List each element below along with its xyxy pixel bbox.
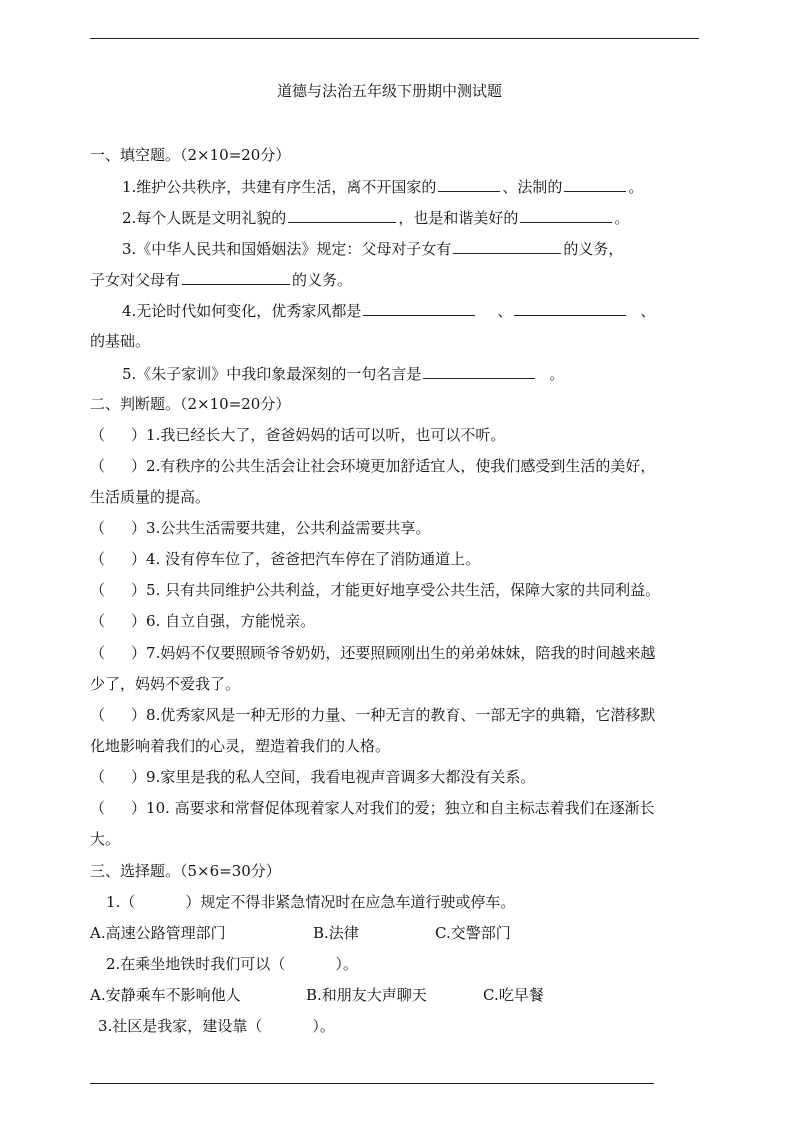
s3-q1 (106, 891, 515, 913)
s2-item-7 (90, 642, 655, 664)
s2-item-5-paren-open: （ (90, 581, 106, 599)
s2-item-2-paren-close: ） (131, 457, 147, 475)
s2-item-7-paren-open: （ (90, 644, 106, 662)
s1-q4-blank-1[interactable] (363, 299, 475, 316)
bottom-rule (90, 1083, 654, 1084)
s2-item-9 (90, 766, 535, 788)
s3-q1-option-c[interactable]: C.交警部门 (435, 924, 511, 942)
s2-item-7-paren-close: ） (131, 644, 147, 662)
s1-q1-text-b: 、法制的 (502, 178, 563, 196)
s2-item-5-text: 5. 只有共同维护公共利益，才能更好地享受公共生活，保障大家的共同利益。 (146, 581, 661, 599)
s2-item-6-text: 6. 自立自强，方能悦亲。 (146, 612, 316, 630)
s1-q1-text-a: 1.维护公共秩序，共建有序生活，离不开国家的 (122, 178, 437, 196)
s3-q1-option-b[interactable]: B.法律 (313, 924, 359, 942)
s2-item-3-paren-open: （ (90, 519, 106, 537)
s1-q3-text-d: 的义务。 (292, 271, 353, 289)
s3-q1-text-a: 1.（ (106, 893, 136, 911)
s1-q3-blank-2[interactable] (182, 268, 290, 285)
s1-q2 (122, 206, 629, 229)
s1-q2-text-a: 2.每个人既是文明礼貌的 (122, 209, 287, 227)
s1-q4-text-a: 4.无论时代如何变化，优秀家风都是 (122, 302, 362, 320)
s2-item-3-text: 3.公共生活需要共建，公共利益需要共享。 (146, 519, 431, 537)
s1-q5-blank[interactable] (423, 362, 535, 379)
s1-q3-text-a: 3.《中华人民共和国婚姻法》规定：父母对子女有 (122, 240, 452, 258)
section1-heading: 一、填空题。（2×10=20分） (90, 146, 291, 164)
s2-item-1-text: 1.我已经长大了，爸爸妈妈的话可以听，也可以不听。 (146, 426, 506, 444)
s2-item-1-paren-open: （ (90, 426, 106, 444)
s1-q3-text-c: 子女对父母有 (90, 271, 181, 289)
s3-q2-option-b[interactable]: B.和朋友大声聊天 (306, 986, 427, 1004)
s1-q5 (122, 362, 564, 385)
s2-item-4-paren-open: （ (90, 550, 106, 568)
s2-item-1-paren-close: ） (131, 426, 147, 444)
s1-q3 (122, 237, 623, 260)
top-rule (90, 38, 699, 39)
s1-q4-cont: 的基础。 (90, 332, 151, 350)
section2-heading: 二、判断题。（2×10=20分） (90, 395, 291, 413)
s1-q3-blank-1[interactable] (453, 237, 561, 254)
s2-item-6-paren-open: （ (90, 612, 106, 630)
s2-item-8-paren-open: （ (90, 706, 106, 724)
s2-item-9-paren-close: ） (131, 768, 147, 786)
s2-item-2-text: 2.有秩序的公共生活会让社会环境更加舒适宜人，使我们感受到生活的美好， (146, 457, 656, 475)
s2-item-2 (90, 455, 655, 477)
s1-q3-text-b: 的义务， (563, 240, 624, 258)
s2-item-10-text: 10. 高要求和常督促体现着家人对我们的爱；独立和自主标志着我们在逐渐长 (146, 799, 655, 817)
s2-item-7-text: 7.妈妈不仅要照顾爷爷奶奶，还要照顾刚出生的弟弟妹妹，陪我的时间越来越 (146, 644, 656, 662)
s3-q3-text-b: ）。 (312, 1017, 335, 1035)
s2-item-4-paren-close: ） (131, 550, 147, 568)
page-title: 道德与法治五年级下册期中测试题 (277, 82, 503, 100)
s2-item-9-paren-open: （ (90, 768, 106, 786)
s3-q2-text-b: ）。 (335, 955, 358, 973)
s3-q2-option-a[interactable]: A.安静乘车不影响他人 (90, 986, 241, 1004)
s2-item-4-text: 4. 没有停车位了，爸爸把汽车停在了消防通道上。 (146, 550, 481, 568)
s2-item-3 (90, 517, 430, 539)
s2-item-10-paren-close: ） (131, 799, 147, 817)
s1-q4-blank-2[interactable] (514, 299, 626, 316)
s2-item-2-paren-open: （ (90, 457, 106, 475)
s2-item-10 (90, 797, 655, 819)
s1-q2-blank-1[interactable] (288, 206, 396, 223)
s1-q2-text-c: 。 (614, 209, 630, 227)
s3-q2-option-c[interactable]: C.吃早餐 (483, 986, 544, 1004)
s1-q1 (122, 175, 643, 198)
s2-item-1 (90, 424, 505, 446)
s1-q5-text-a: 5.《朱子家训》中我印象最深刻的一句名言是 (122, 365, 422, 383)
s2-item-6-paren-close: ） (131, 612, 147, 630)
s3-q1-text-b: ）规定不得非紧急情况时在应急车道行驶或停车。 (185, 893, 516, 911)
s3-q2 (106, 953, 358, 975)
s1-q4-text-c: 、 (640, 302, 656, 320)
s3-q3 (98, 1015, 335, 1037)
s1-q2-blank-2[interactable] (520, 206, 612, 223)
s3-q1-option-a[interactable]: A.高速公路管理部门 (90, 924, 226, 942)
s2-item-10-paren-open: （ (90, 799, 106, 817)
s2-item-8-paren-close: ） (131, 706, 147, 724)
s2-item-2-cont: 生活质量的提高。 (90, 488, 211, 506)
s2-item-4 (90, 548, 480, 570)
s1-q1-blank-2[interactable] (564, 175, 626, 192)
s2-item-6 (90, 610, 315, 632)
s2-item-8-cont: 化地影响着我们的心灵，塑造着我们的人格。 (90, 737, 391, 755)
s1-q4 (122, 299, 655, 322)
section3-heading: 三、选择题。（5×6=30分） (90, 862, 281, 880)
s2-item-5 (90, 579, 660, 601)
s2-item-8-text: 8.优秀家风是一种无形的力量、一种无言的教育、一部无字的典籍，它潜移默 (146, 706, 656, 724)
s1-q5-text-b: 。 (549, 365, 565, 383)
s1-q1-text-c: 。 (628, 178, 644, 196)
s2-item-3-paren-close: ） (131, 519, 147, 537)
s2-item-8 (90, 704, 655, 726)
s1-q3-cont (90, 268, 352, 291)
s2-item-10-cont: 大。 (90, 830, 121, 848)
s3-q2-text-a: 2.在乘坐地铁时我们可以（ (106, 955, 286, 973)
s2-item-5-paren-close: ） (131, 581, 147, 599)
s2-item-7-cont: 少了，妈妈不爱我了。 (90, 675, 241, 693)
s1-q1-blank-1[interactable] (438, 175, 500, 192)
s3-q3-text-a: 3.社区是我家，建设靠（ (98, 1017, 263, 1035)
s1-q2-text-b: ，也是和谐美好的 (398, 209, 519, 227)
s2-item-9-text: 9.家里是我的私人空间，我看电视声音调多大都没有关系。 (146, 768, 536, 786)
s1-q4-text-b: 、 (497, 302, 513, 320)
